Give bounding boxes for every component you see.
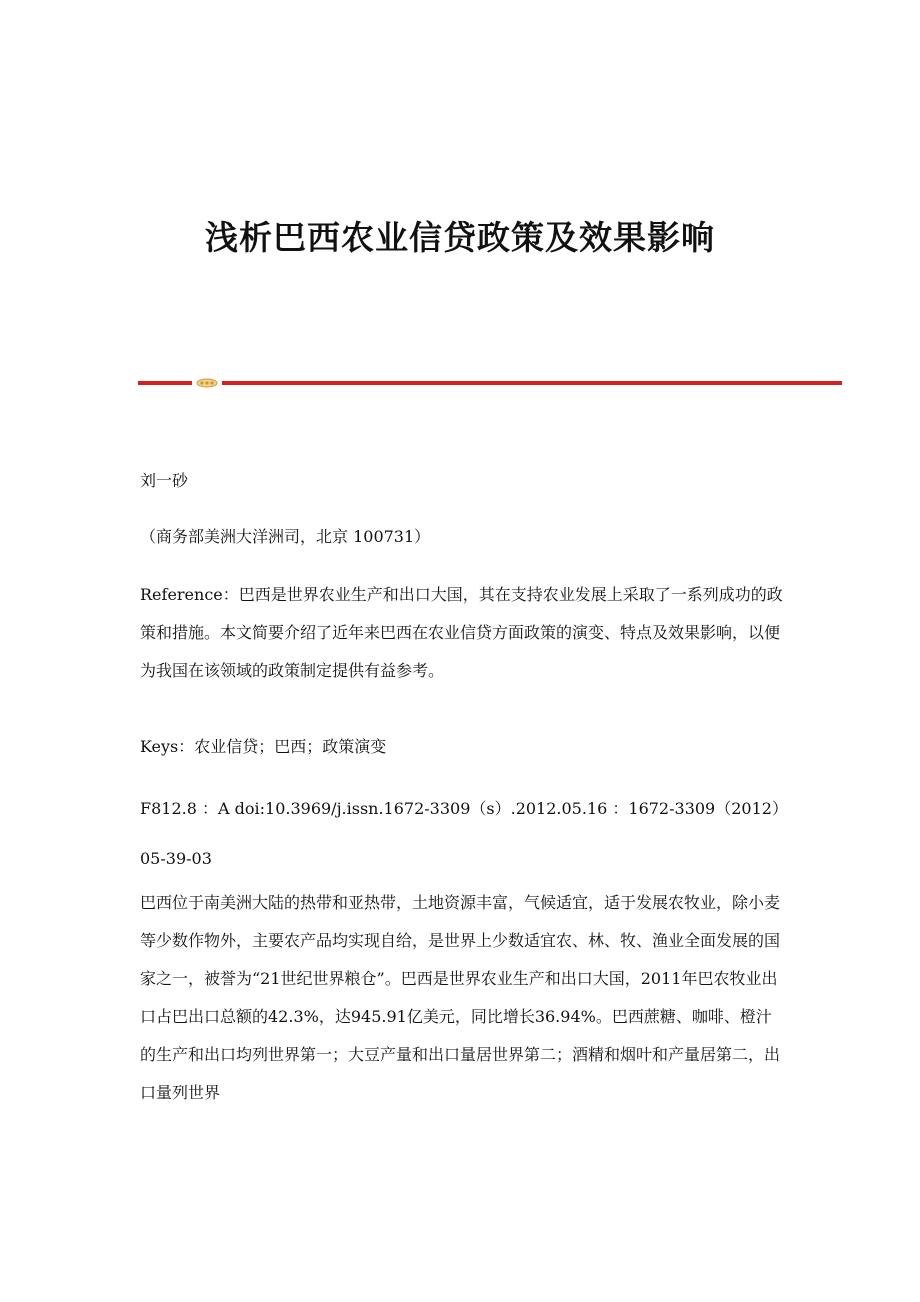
divider-ornament-icon <box>196 378 218 388</box>
classification-info: F812.8 ：A doi:10.3969/j.issn.1672-3309（s）.2012.05.16 ：1672-3309（2012）05-39-03 <box>140 799 780 868</box>
title-divider <box>138 378 842 390</box>
author-name: 刘一砂 <box>140 471 189 490</box>
abstract: Reference：巴西是世界农业生产和出口大国，其在支持农业发展上采取了一系列成功的政策和措施。本文简要介绍了近年来巴西在农业信贷方面政策的演变、特点及效果影响，以便为我国在该领域的政策制定提供有益参考。 <box>140 585 783 680</box>
page-title: 浅析巴西农业信贷政策及效果影响 <box>205 218 715 257</box>
keywords: Keys：农业信贷；巴西；政策演变 <box>140 737 387 756</box>
body-paragraph: 巴西位于南美洲大陆的热带和亚热带，土地资源丰富，气候适宜，适于发展农牧业，除小麦等少数作物外，主要农产品均实现自给，是世界上少数适宜农、林、牧、渔业全面发展的国家之一，被誉为“21世纪世界粮仓”。巴西是世界农业生产和出口大国，2011年巴农牧业出口占巴出口总额的42.3%，达945.91亿美元，同比增长36.94%。巴西蔗糖、咖啡、橙汁的生产和出口均列世界第一；大豆产量和出口量居世界第二；酒精和烟叶和产量居第二，出口量列世界 <box>140 893 781 1102</box>
divider-line-right <box>222 381 842 385</box>
author-affiliation: （商务部美洲大洋洲司，北京 100731） <box>140 527 431 546</box>
divider-line-left <box>138 381 192 385</box>
